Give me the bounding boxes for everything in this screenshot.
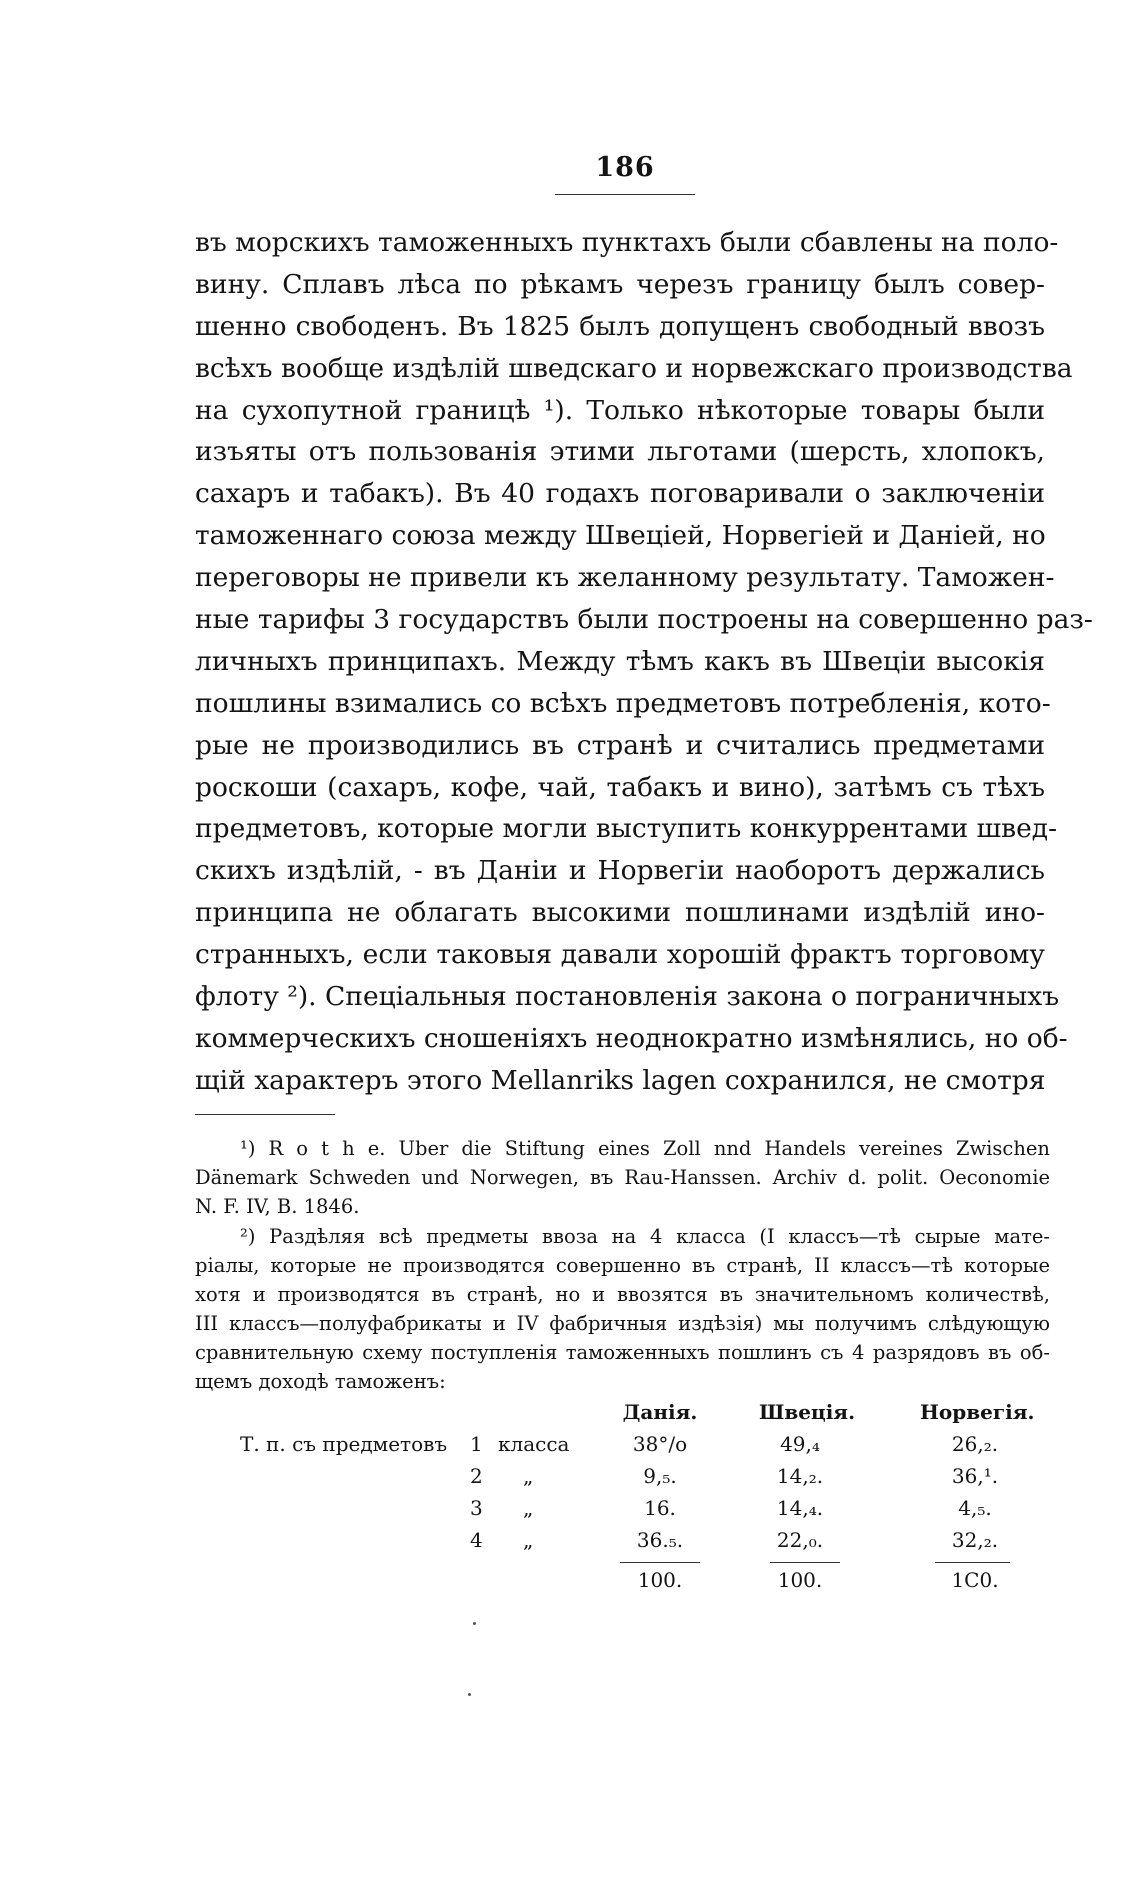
body-line: изъяты отъ пользованія этими льготами (шерсть, хлопокъ,: [195, 436, 1045, 468]
row-label: Т. п. съ предметовъ: [240, 1432, 448, 1456]
body-line: личныхъ принципахъ. Между тѣмъ какъ въ Швеціи высокія: [195, 645, 1045, 677]
value-norway: 4,₅.: [958, 1496, 992, 1520]
body-line: принципа не облагать высокими пошлинами издѣлій ино-: [195, 897, 1045, 929]
footnote-line: ¹) R o t h e. Uber die Stiftung eines Zoll nnd Handels vereines Zwischen: [240, 1137, 1050, 1160]
footnote-line: ріалы, которые не производятся совершенно въ странѣ, II классъ—тѣ которые: [195, 1254, 1050, 1277]
body-line: въ морскихъ таможенныхъ пунктахъ были сбавлены на поло-: [195, 227, 1059, 258]
header-sweden: Швеція.: [758, 1400, 856, 1424]
body-line: сахаръ и табакъ). Въ 40 годахъ поговаривали о заключеніи: [195, 478, 1045, 510]
body-line: роскоши (сахаръ, кофе, чай, табакъ и вино), затѣмъ съ тѣхъ: [195, 771, 1045, 803]
footnote-line: III классъ—полуфабрикаты и IV фабричныя издѣзія) мы получимъ слѣдующую: [195, 1312, 1050, 1335]
body-line: всѣхъ вообще издѣлій шведскаго и норвежскаго производства: [195, 352, 1073, 384]
value-sweden: 22,₀.: [776, 1528, 824, 1552]
value-norway: 26,₂.: [951, 1432, 999, 1456]
page-number-rule: [555, 194, 695, 195]
footnote-line: Dänemark Schweden und Norwegen, въ Rau-Hanssen. Archiv d. polit. Oeconomie: [195, 1166, 1050, 1189]
body-line: скихъ издѣлій, - въ Даніи и Норвегіи наоборотъ держались: [195, 855, 1045, 887]
body-line: таможеннаго союза между Швеціей, Норвегіей и Даніей, но: [195, 520, 1046, 552]
body-line: коммерческихъ сношеніяхъ неоднократно измѣнялись, но об-: [195, 1022, 1068, 1054]
sum-rule-norway: [935, 1562, 1010, 1563]
customs-table: [195, 1400, 1055, 1610]
footnote-line: ²) Раздѣляя всѣ предметы ввоза на 4 класса (I классъ—тѣ сырые мате-: [240, 1225, 1050, 1248]
value-norway: 36,¹.: [951, 1464, 999, 1488]
ditto-mark: „: [523, 1528, 534, 1552]
header-norway: Норвегія.: [920, 1400, 1035, 1424]
value-norway: 32,₂.: [951, 1528, 999, 1552]
ditto-mark: „: [523, 1496, 534, 1520]
body-line: вину. Сплавъ лѣса по рѣкамъ черезъ границу былъ совер-: [195, 268, 1045, 300]
footnote-line: хотя и производятся въ странѣ, но и ввозятся въ значительномъ количествѣ,: [195, 1283, 1050, 1306]
header-denmark: Данія.: [622, 1400, 698, 1424]
class-number: 1: [470, 1432, 483, 1456]
class-number: 3: [470, 1496, 483, 1520]
total-sweden: 100.: [777, 1568, 823, 1592]
footnote-line: щемъ доходѣ таможенъ:: [195, 1370, 446, 1393]
body-line: рые не производились въ странѣ и считались предметами: [195, 729, 1045, 761]
footnote-rule: [195, 1114, 335, 1115]
footnote-2: [195, 1222, 1050, 1396]
ditto-mark: „: [523, 1464, 534, 1488]
total-norway: 1С0.: [951, 1568, 999, 1592]
body-line: переговоры не привели къ желанному результату. Таможен-: [195, 562, 1055, 594]
value-denmark: 9,₅.: [643, 1464, 677, 1488]
page-number: 186: [595, 152, 655, 183]
footnote-1: [195, 1134, 1050, 1221]
body-line: флоту ²). Спеціальныя постановленія закона о пограничныхъ: [195, 981, 1060, 1013]
value-sweden: 49,₄: [780, 1432, 820, 1456]
value-denmark: 36.₅.: [636, 1528, 684, 1552]
speck-mark: [473, 1622, 476, 1625]
class-word: класса: [498, 1432, 570, 1456]
footnote-line: сравнительную схему поступленія таможенныхъ пошлинъ съ 4 разрядовъ въ об-: [195, 1341, 1050, 1364]
body-line: странныхъ, если таковыя давали хорошій фрактъ торговому: [195, 939, 1045, 971]
body-text: [195, 222, 1093, 1102]
body-line: на сухопутной границѣ ¹). Только нѣкоторые товары были: [195, 394, 1045, 426]
footnote-line: N. F. IV, B. 1846.: [195, 1195, 360, 1218]
speck-mark: [468, 1693, 471, 1696]
class-number: 4: [470, 1528, 483, 1552]
sum-rule-sweden: [770, 1562, 840, 1563]
value-denmark: 16.: [644, 1496, 676, 1520]
body-line: пошлины взимались со всѣхъ предметовъ потребленія, кото-: [195, 687, 1051, 719]
total-denmark: 100.: [637, 1568, 683, 1592]
body-line: ные тарифы 3 государствъ были построены на совершенно раз-: [195, 604, 1093, 636]
value-sweden: 14,₄.: [776, 1496, 824, 1520]
body-line: предметовъ, которые могли выступить конкуррентами швед-: [195, 813, 1058, 845]
sum-rule-denmark: [620, 1562, 700, 1563]
value-sweden: 14,₂.: [776, 1464, 824, 1488]
body-line: шенно свободенъ. Въ 1825 былъ допущенъ свободный ввозъ: [195, 310, 1045, 342]
class-number: 2: [470, 1464, 483, 1488]
body-line: щій характеръ этого Mellanriks lagen сохранился, не смотря: [195, 1064, 1046, 1096]
value-denmark: 38°/o: [632, 1432, 688, 1456]
